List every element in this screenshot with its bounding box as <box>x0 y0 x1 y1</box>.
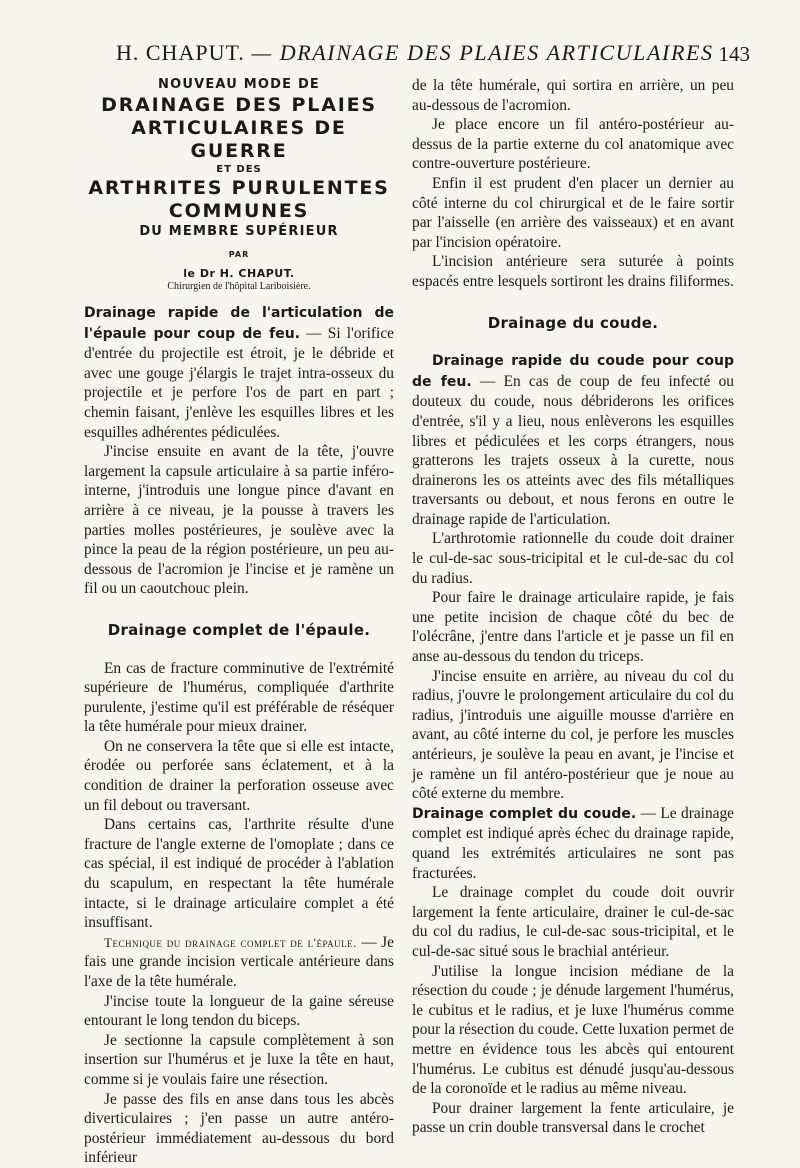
running-head-title: — DRAINAGE DES PLAIES ARTICULAIRES <box>251 40 714 65</box>
paragraph-text: — En cas de coup de feu infecté ou douteux du coude, nous débriderons les orifices d'entrée, s'il y a lieu, nous enlèverons les esquilles libres et pédiculées et les corps étrangers, nous gratterons les trajets osseux à la curette, nous drainerons les os atteints avec des fils métalliques traversants ou debout, et nous ferons en outre le drainage rapide de l'articulation. <box>412 372 734 528</box>
title-line-5: ARTHRITES PURULENTES <box>88 177 390 199</box>
paragraph: Je passe des fils en anse dans tous les abcès diverticulaires ; j'en passe un autre antéro-postérieur immédiatement au-dessous du bord inférieur <box>84 1090 394 1167</box>
paragraph: J'utilise la longue incision médiane de la résection du coude ; je dénude largement l'humérus, le cubitus et le radius, et je luxe l'humérus comme pour la résection du coude. Cette luxation permet de mettre en évidence tous les abcès qui entourent l'humérus. Le cubitus est dénudé jusqu'au-dessous de la coronoïde et le radius au même niveau. <box>412 962 734 1098</box>
paragraph: En cas de fracture comminutive de l'extrémité supérieure de l'humérus, compliquée d'arthrite purulente, j'estime qu'il est préférable de réséquer la tête humérale pour mieux drainer. <box>84 659 394 736</box>
article-affiliation: Chirurgien de l'hôpital Lariboisière. <box>167 281 311 292</box>
paragraph: L'arthrotomie rationnelle du coude doit drainer le cul-de-sac sous-tricipital et le cul-de-sac du col du radius. <box>412 530 734 587</box>
left-column <box>84 76 394 1168</box>
paragraph: Je sectionne la capsule complètement à son insertion sur l'humérus et je luxe la tête en haut, comme si je voulais faire une résection. <box>84 1031 394 1088</box>
article-author: le Dr H. CHAPUT. <box>183 267 295 280</box>
paragraph <box>84 303 394 442</box>
paragraph: J'incise ensuite en arrière, au niveau du col du radius, j'ouvre le prolongement articulaire du col du radius, j'introduis une aiguille mousse d'arrière en avant, au côté interne du col, je perfore les muscles antérieurs, je soulève la peau en avant, je l'incise et je ramène un fil antéro-postérieur que je noue au côté externe du membre. <box>412 667 734 803</box>
title-line-1: NOUVEAU MODE DE <box>157 77 321 92</box>
run-in-heading: Technique du drainage complet de l'épaule. <box>104 934 357 950</box>
page-number: 143 <box>718 42 750 66</box>
paragraph-text: — Si l'orifice d'entrée du projectile est étroit, je le débride et avec une gouge j'élargis le trajet intra-osseux du projectile et je perfore l'os de part en part ; chemin faisant, j'enlève les esquilles libres et les esquilles adhérentes pédiculées. <box>84 324 394 441</box>
run-in-heading: Drainage rapide de l'articulation de l'épaule pour coup de feu. <box>84 305 394 342</box>
paragraph: Pour drainer largement la fente articulaire, je passe un crin double transversal dans le crochet <box>412 1099 734 1137</box>
right-column <box>412 76 734 1138</box>
paragraph-text: — Le drainage complet est indiqué après échec du drainage rapide, quand les extrémités articulaires ne sont pas fracturées. <box>412 804 734 882</box>
paragraph: On ne conservera la tête que si elle est intacte, érodée ou perforée sans éclatement, et à la condition de drainer la perforation osseuse avec un fil debout ou traversant. <box>84 737 394 814</box>
title-line-6: COMMUNES <box>168 200 310 222</box>
title-line-3: ARTICULAIRES DE GUERRE <box>131 117 347 162</box>
title-by: PAR <box>228 250 250 259</box>
run-in-heading: Drainage rapide du coude pour coup de feu. <box>412 353 734 390</box>
paragraph: J'incise toute la longueur de la gaine séreuse entourant le long tendon du biceps. <box>84 992 394 1030</box>
title-line-7: DU MEMBRE SUPÉRIEUR <box>139 224 339 239</box>
title-line-4: ET DES <box>216 164 262 175</box>
paragraph: L'incision antérieure sera suturée à points espacés entre lesquels sortiront les drains filiformes. <box>412 253 734 290</box>
section-heading: Drainage complet de l'épaule. <box>107 620 371 639</box>
paragraph <box>412 351 734 529</box>
paragraph: Enfin il est prudent d'en placer un dernier au côté interne du col chirurgical et de le faire sortir par l'aisselle (en arrière des vaisseaux) et en avant par l'incision opératoire. <box>412 174 734 251</box>
running-head <box>116 40 750 66</box>
paragraph: Le drainage complet du coude doit ouvrir largement la fente articulaire, drainer le cul-de-sac du col du radius, le cul-de-sac sous-tricipital, et le cul-de-sac situé sous le brachial antérieur. <box>412 884 734 960</box>
paragraph <box>412 804 734 883</box>
section-heading: Drainage du coude. <box>487 313 659 332</box>
article-title-block <box>84 76 394 293</box>
paragraph: Dans certains cas, l'arthrite résulte d'une fracture de l'angle externe de l'omoplate ; dans ce cas spécial, il est indiqué de procéder à l'ablation du scapulum, en respectant la tête humérale intacte, si le drainage articulaire complet a été insuffisant. <box>84 816 394 932</box>
paragraph: J'incise ensuite en avant de la tête, j'ouvre largement la capsule articulaire à sa partie inféro-interne, j'introduis une longue pince d'avant en arrière à ce niveau, je la pousse à travers les parties molles postérieures, je soulève avec la pince la peau de la région postérieure, un peu au-dessous de l'acromion je l'incise et je ramène un fil ou un caoutchouc plein. <box>84 443 394 598</box>
title-line-2: DRAINAGE DES PLAIES <box>101 94 377 116</box>
paragraph-text: — Je fais une grande incision verticale antérieure dans l'axe de la tête humérale. <box>84 933 394 990</box>
paragraph: Pour faire le drainage articulaire rapide, je fais une petite incision de chaque côté du bec de l'olécrâne, j'entre dans l'article et je passe un fil en anse au-dessous du tendon du triceps. <box>412 589 734 666</box>
run-in-heading: Drainage complet du coude. <box>412 805 637 822</box>
paragraph: Je place encore un fil antéro-postérieur au-dessus de la partie externe du col anatomique avec contre-ouverture postérieure. <box>412 116 734 173</box>
paragraph: de la tête humérale, qui sortira en arrière, un peu au-dessous de l'acromion. <box>412 77 734 114</box>
paragraph <box>84 933 394 992</box>
running-head-author: H. CHAPUT. <box>116 40 245 65</box>
